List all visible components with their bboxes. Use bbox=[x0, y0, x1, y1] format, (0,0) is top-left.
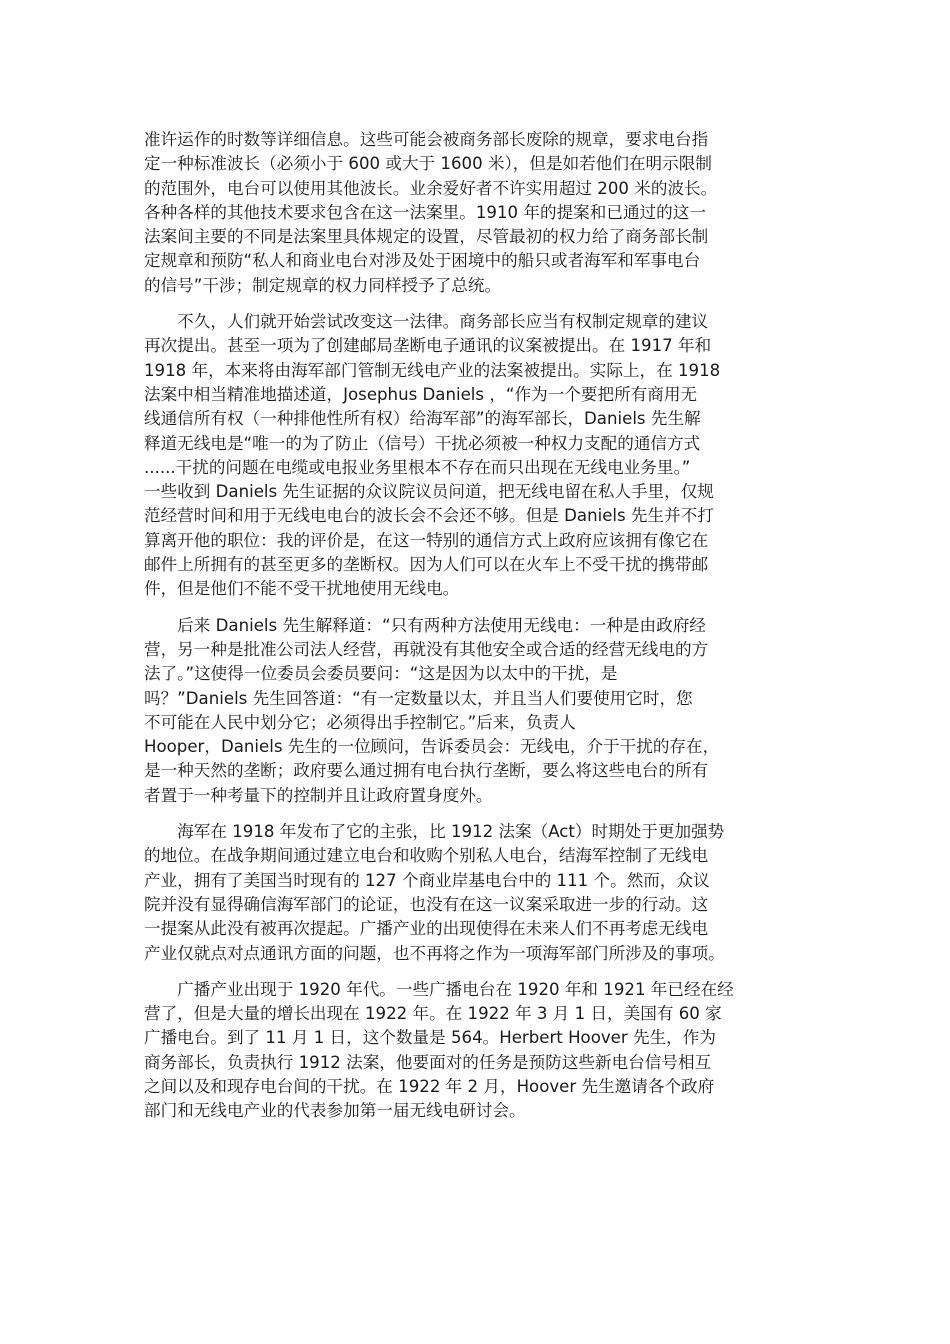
text-line: 营了，但是大量的增长出现在 1922 年。在 1922 年 3 月 1 日，美国有 60 家 bbox=[144, 1004, 722, 1024]
document-body bbox=[144, 128, 806, 1136]
text-line: 海军在 1918 年发布了它的主张，比 1912 法案（Act）时期处于更加强势 bbox=[144, 822, 725, 842]
text-line: 邮件上所拥有的甚至更多的垄断权。因为人们可以在火车上不受干扰的携带邮 bbox=[144, 555, 709, 575]
text-line: 1918 年，本来将由海军部门管制无线电产业的法案被提出。实际上，在 1918 bbox=[144, 360, 721, 380]
text-line: 广播产业出现于 1920 年代。一些广播电台在 1920 年和 1921 年已经在经 bbox=[144, 979, 734, 999]
paragraph-4 bbox=[144, 820, 806, 966]
text-line: 一提案从此没有被再次提起。广播产业的出现使得在未来人们不再考虑无线电 bbox=[144, 919, 709, 939]
text-line: 部门和无线电产业的代表参加第一届无线电研讨会。 bbox=[144, 1101, 526, 1121]
text-line: 的信号”干涉；制定规章的权力同样授予了总统。 bbox=[144, 275, 502, 295]
text-line: 的地位。在战争期间通过建立电台和收购个别私人电台，结海军控制了无线电 bbox=[144, 846, 709, 866]
text-line: 的范围外，电台可以使用其他波长。业余爱好者不许实用超过 200 米的波长。 bbox=[144, 178, 718, 198]
text-line: 再次提出。甚至一项为了创建邮局垄断电子通讯的议案被提出。在 1917 年和 bbox=[144, 336, 712, 356]
paragraph-3 bbox=[144, 614, 806, 808]
paragraph-1 bbox=[144, 128, 806, 298]
text-line: ......干扰的问题在电缆或电报业务里根本不存在而只出现在无线电业务里。” bbox=[144, 457, 691, 477]
text-line: 算离开他的职位：我的评价是，在这一特别的通信方式上政府应该拥有像它在 bbox=[144, 530, 709, 550]
text-line: 范经营时间和用于无线电电台的波长会不会还不够。但是 Daniels 先生并不打 bbox=[144, 506, 714, 526]
text-line: 商务部长，负责执行 1912 法案，他要面对的任务是预防这些新电台信号相互 bbox=[144, 1052, 712, 1072]
text-line: 准许运作的时数等详细信息。这些可能会被商务部长废除的规章，要求电台指 bbox=[144, 130, 709, 149]
text-line: 法案间主要的不同是法案里具体规定的设置，尽管最初的权力给了商务部长制 bbox=[144, 227, 709, 247]
text-line: 营，另一种是批准公司法人经营，再就没有其他安全或合适的经营无线电的方 bbox=[144, 639, 709, 659]
text-line: 各种各样的其他技术要求包含在这一法案里。1910 年的提案和已通过的这一 bbox=[144, 202, 706, 222]
text-line: 是一种天然的垄断；政府要么通过拥有电台执行垄断，要么将这些电台的所有 bbox=[144, 761, 709, 781]
text-line: 不可能在人民中划分它；必须得出手控制它。”后来，负责人 bbox=[144, 712, 576, 732]
text-line: 后来 Daniels 先生解释道：“只有两种方法使用无线电：一种是由政府经 bbox=[144, 615, 706, 635]
paragraph-2 bbox=[144, 310, 806, 602]
text-line: 产业，拥有了美国当时现有的 127 个商业岸基电台中的 111 个。然而，众议 bbox=[144, 870, 710, 890]
text-line: 件，但是他们不能不受干扰地使用无线电。 bbox=[144, 579, 460, 599]
text-line: 广播电台。到了 11 月 1 日，这个数量是 564。Herbert Hoover 先生，作为 bbox=[144, 1028, 716, 1048]
text-line: 法案中相当精准地描述道，Josephus Daniels ，“作为一个要把所有商用无 bbox=[144, 384, 698, 404]
text-line: 不久，人们就开始尝试改变这一法律。商务部长应当有权制定规章的建议 bbox=[144, 312, 709, 332]
text-line: 法了。”这使得一位委员会委员要问：“这是因为以太中的干扰，是 bbox=[144, 664, 618, 684]
text-line: 定规章和预防“私人和商业电台对涉及处于困境中的船只或者海军和军事电台 bbox=[144, 251, 701, 271]
paragraph-5 bbox=[144, 978, 806, 1124]
text-line: 产业仅就点对点通讯方面的问题，也不再将之作为一项海军部门所涉及的事项。 bbox=[144, 943, 725, 963]
text-line: 释道无线电是“唯一的为了防止（信号）干扰必须被一种权力支配的通信方式 bbox=[144, 433, 701, 453]
text-line: 院并没有显得确信海军部门的论证，也没有在这一议案采取进一步的行动。这 bbox=[144, 894, 709, 914]
text-line: 线通信所有权（一种排他性所有权）给海军部”的海军部长，Daniels 先生解 bbox=[144, 409, 701, 429]
text-line: 吗？”Daniels 先生回答道：“有一定数量以太，并且当人们要使用它时，您 bbox=[144, 688, 693, 708]
text-line: Hooper，Daniels 先生的一位顾问，告诉委员会：无线电，介于干扰的存在， bbox=[144, 737, 720, 757]
text-line: 定一种标准波长（必须小于 600 或大于 1600 米），但是如若他们在明示限制 bbox=[144, 154, 712, 174]
text-line: 之间以及和现存电台间的干扰。在 1922 年 2 月，Hoover 先生邀请各个政府 bbox=[144, 1076, 715, 1096]
text-line: 者置于一种考量下的控制并且让政府置身度外。 bbox=[144, 785, 493, 805]
text-line: 一些收到 Daniels 先生证据的众议院议员问道，把无线电留在私人手里，仅规 bbox=[144, 482, 714, 502]
